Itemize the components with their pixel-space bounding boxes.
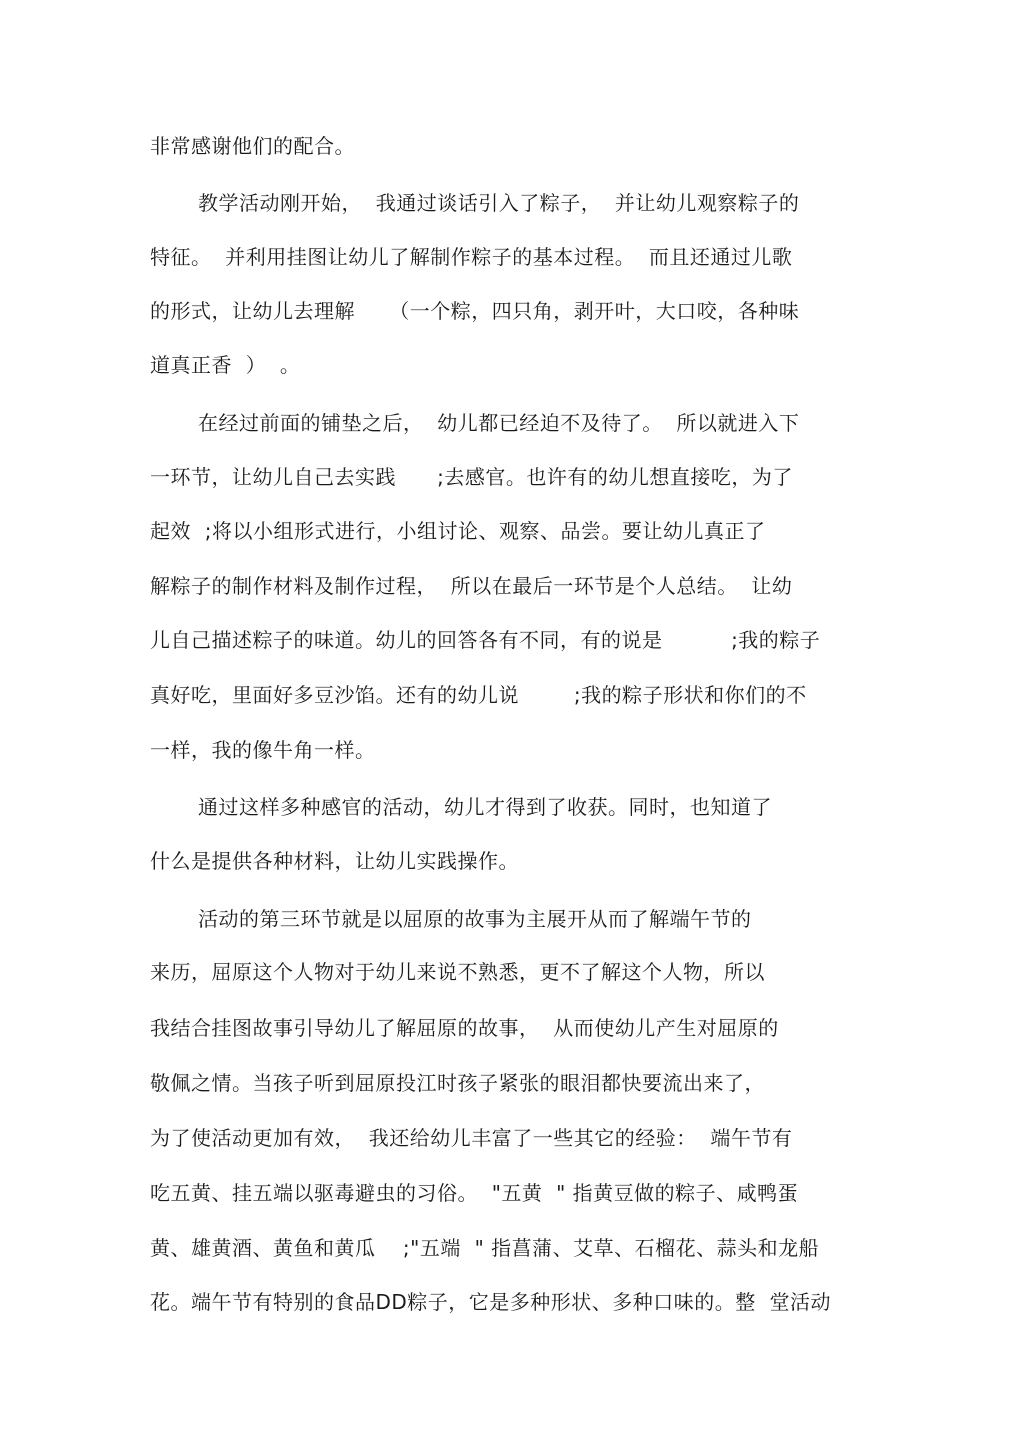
text-line: 敬佩之情。当孩子听到屈原投江时孩子紧张的眼泪都快要流出来了， [150,1071,765,1095]
text-line: 起效 ;将以小组形式进行，小组讨论、观察、品尝。要让幼儿真正了 [150,519,766,543]
paragraph-first-line: 活动的第三环节就是以屈原的故事为主展开从而了解端午节的 [198,907,752,931]
text-line: 来历，屈原这个人物对于幼儿来说不熟悉，更不了解这个人物，所以 [150,960,765,984]
text-line: 非常感谢他们的配合。 [150,134,355,158]
text-line: 花。端午节有特别的食品DD粽子，它是多种形状、多种口味的。整 堂活动 [150,1290,832,1314]
text-line: 特征。 并利用挂图让幼儿了解制作粽子的基本过程。 而且还通过儿歌 [150,245,793,269]
text-line: 一环节，让幼儿自己去实践 ;去感官。也许有的幼儿想直接吃，为了 [150,465,793,489]
text-line: 为了使活动更加有效， 我还给幼儿丰富了一些其它的经验： 端午节有 [150,1126,793,1150]
paragraph-first-line: 教学活动刚开始， 我通过谈话引入了粽子， 并让幼儿观察粽子的 [198,191,800,215]
text-line: 吃五黄、挂五端以驱毒避虫的习俗。 "五黄 " 指黄豆做的粽子、咸鸭蛋 [150,1181,799,1205]
text-line: 真好吃，里面好多豆沙馅。还有的幼儿说 ;我的粽子形状和你们的不 [150,683,807,707]
text-line: 的形式，让幼儿去理解 （一个粽，四只角，剥开叶，大口咬，各种味 [150,299,800,323]
paragraph-first-line: 在经过前面的铺垫之后， 幼儿都已经迫不及待了。 所以就进入下 [198,411,800,435]
text-line: 一样，我的像牛角一样。 [150,738,376,762]
paragraph-first-line: 通过这样多种感官的活动，幼儿才得到了收获。同时，也知道了 [198,795,772,819]
text-line: 我结合挂图故事引导幼儿了解屈原的故事， 从而使幼儿产生对屈原的 [150,1016,779,1040]
text-line: 道真正香 ） 。 [150,353,301,377]
text-line: 儿自己描述粽子的味道。幼儿的回答各有不同，有的说是 ;我的粽子 [150,628,821,652]
text-line: 解粽子的制作材料及制作过程， 所以在最后一环节是个人总结。 让幼 [150,574,793,598]
text-line: 什么是提供各种材料，让幼儿实践操作。 [150,849,519,873]
text-line: 黄、雄黄酒、黄鱼和黄瓜 ;"五端 " 指菖蒲、艾草、石榴花、蒜头和龙船 [150,1236,820,1260]
